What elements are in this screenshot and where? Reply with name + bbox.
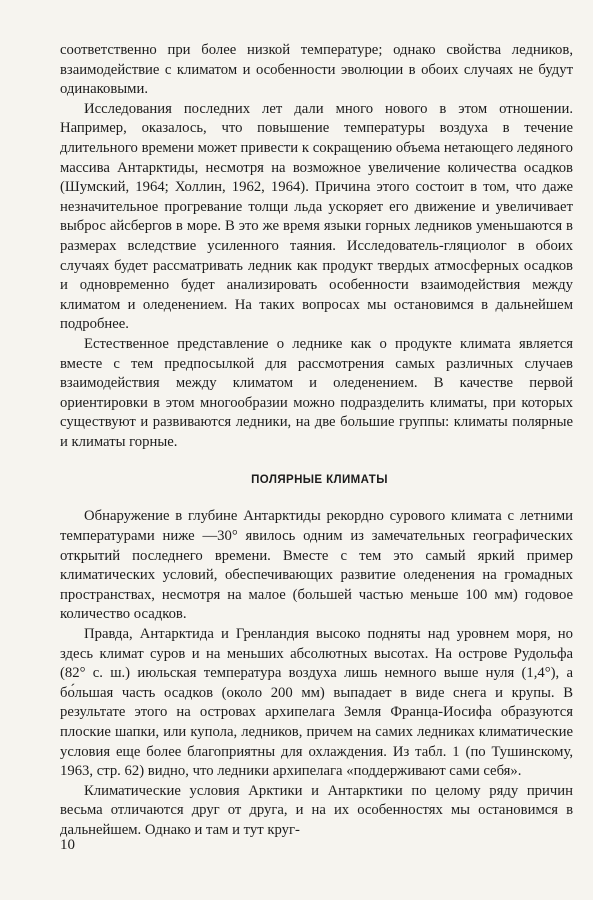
section-heading: ПОЛЯРНЫЕ КЛИМАТЫ <box>251 474 388 487</box>
paragraph: Правда, Антарктида и Гренландия высоко подняты над уровнем моря, но здесь климат суров и на меньших абсолютных высотах. На острове Рудольфа (82° с. ш.) июльская температура воздуха лишь немного выше нуля (1,4°), а бо́льшая часть осадков (около 200 мм) выпадает в виде снега и крупы. В результате этого на островах архипелага Земля Франца-Иосифа образуются плоские шапки, или купола, ледников, причем на самих ледниках климатические условия еще более благоприятны для охлаждения. Из табл. 1 (по Тушинскому, 1963, стр. 62) видно, что ледники архипелага «поддерживают сами себя». <box>60 626 573 780</box>
page-body <box>60 41 573 841</box>
paragraph: Исследования последних лет дали много нового в этом отношении. Например, оказалось, что повышение температуры воздуха в течение длительного времени может привести к сокращению объема нетающего ледяного массива Антарктиды, несмотря на возможное увеличение количества осадков (Шумский, 1964; Холлин, 1962, 1964). Причина этого состоит в том, что даже незначительное прогревание толщи льда ускоряет его движение и увеличивает выброс айсбергов в море. В это же время языки горных ледников уменьшаются в размерах вследствие усиленного таяния. Исследователь-гляциолог в обоих случаях будет рассматривать ледник как продукт твердых атмосферных осадков и одновременно будет анализировать особенности взаимодействия между климатом и оледенением. На таких вопросах мы остановимся в дальнейшем подробнее. <box>60 100 573 333</box>
paragraph: Естественное представление о леднике как о продукте климата является вместе с тем предпосылкой для рассмотрения самых различных случаев взаимодействия между климатом и оледенением. В качестве первой ориентировки в этом многообразии можно подразделить климаты, при которых существуют и развиваются ледники, на две большие группы: климаты полярные и климаты горные. <box>60 335 573 450</box>
paragraph: Климатические условия Арктики и Антарктики по целому ряду причин весьма отличаются друг от друга, и на их особенностях мы остановимся в дальнейшем. Однако и там и тут круг- <box>60 782 573 838</box>
paragraph: соответственно при более низкой температуре; однако свойства ледников, взаимодействие с климатом и особенности эволюции в обоих случаях не будут одинаковыми. <box>60 42 573 98</box>
paragraph: Обнаружение в глубине Антарктиды рекордно сурового климата с летними температурами ниже —30° явилось одним из замечательных географических открытий последнего времени. Вместе с тем это самый яркий пример климатических условий, обеспечивающих развитие оледенения на громадных пространствах, несмотря на малое (большей частью меньше 100 мм) годовое количество осадков. <box>60 508 573 623</box>
page-number: 10 <box>60 837 75 853</box>
